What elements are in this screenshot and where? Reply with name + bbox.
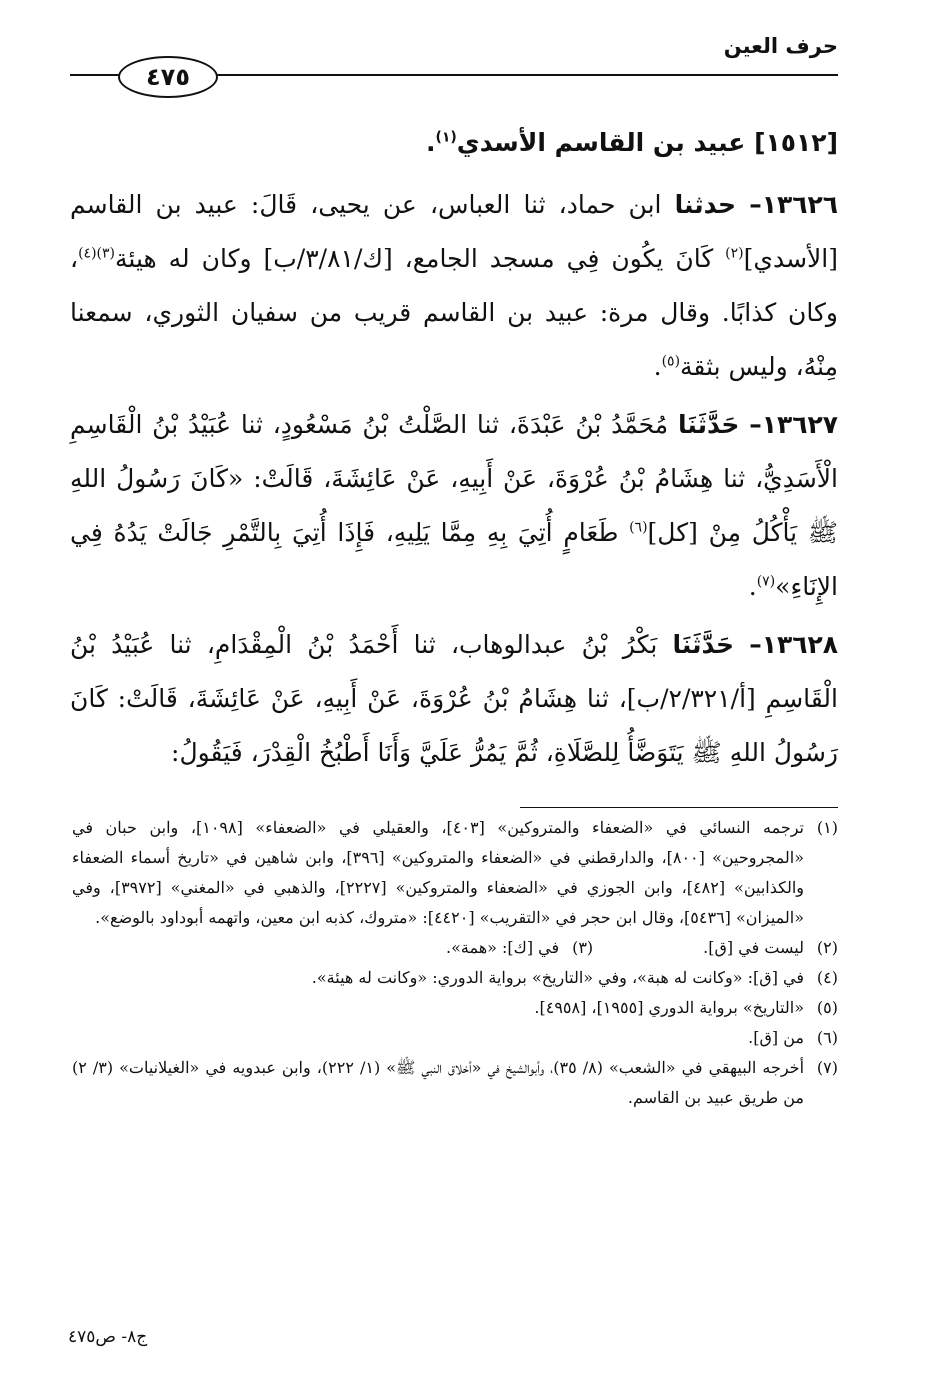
footnote-number: (٣): [572, 938, 594, 957]
volume-page-reference: ج٨- ص٤٧٥: [68, 1327, 148, 1347]
entry-title-text: [١٥١٢] عبيد بن القاسم الأسدي: [456, 128, 838, 157]
footnote-ref: (٦): [629, 519, 648, 536]
hadith-text: ، وكان كذابًا. وقال مرة: عبيد بن القاسم قريب من سفيان الثوري، سمعنا مِنْهُ، وليس بثقة: [70, 244, 838, 381]
hadith-text: .: [653, 352, 662, 381]
footnote-number: (١): [816, 818, 838, 837]
footnote-7: [72, 1053, 838, 1113]
footnote-1: [72, 813, 838, 933]
footnote-ref: (٢): [725, 245, 744, 262]
footnote-row-2-3: [72, 933, 838, 963]
hadith-lead-word: حدثنا: [674, 190, 737, 219]
footnote-5: [72, 993, 838, 1023]
hadith-text: كَانَ يكُون فِي مسجد الجامع، [ك/٣/٨١/ب] وكان له هيئة: [115, 244, 726, 273]
footnote-text: في [ك]: «همة».: [446, 938, 560, 957]
hadith-13628: [70, 618, 838, 780]
footnote-text: ترجمه النسائي في «الضعفاء والمتروكين» [٤٠٣]، والعقيلي في «الضعفاء» [١٠٩٨]، وابن حبان في «المجروحين» [٨٠٠]، والدارقطني في «الضعفاء والمتروكين» [٣٩٦]، وابن شاهين في «تاريخ أسماء الضعفاء والكذابين» [٤٨٢]، وابن الجوزي في «الضعفاء والمتروكين» [٢٢٢٧]، والذهبي في «المغني» [٣٩٧٢]، وفي «الميزان» [٥٤٣٦]، وقال ابن حجر في «التقريب» [٤٤٢٠]: «متروك، كذبه ابن معين، واتهمه أبوداود بالوضع».: [72, 818, 805, 927]
footnote-ref: (٧): [756, 573, 776, 590]
hadith-lead-word: حَدَّثَنَا: [677, 410, 740, 439]
hadith-text: مُحَمَّدُ بْنُ عَبْدَةَ، ثنا الصَّلْتُ بْنُ مَسْعُودٍ، ثنا عُبَيْدُ بْنُ الْقَاسِمِ الْأَسَدِيُّ، ثنا هِشَامُ بْنُ عُرْوَةَ، عَنْ أَبِيهِ، عَنْ عَائِشَةَ، قَالَتْ: «كَانَ رَسُولُ اللهِ ﷺ يَأْكُلُ مِنْ [كل]: [70, 410, 839, 547]
hadith-text: بَكْرُ بْنُ عبدالوهاب، ثنا أَحْمَدُ بْنُ الْمِقْدَامِ، ثنا عُبَيْدُ بْنُ الْقَاسِمِ [أ/٢/٣٢١/ب]، ثنا هِشَامُ بْنُ عُرْوَةَ، عَنْ أَبِيهِ، عَنْ عَائِشَةَ، قَالَتْ: كَانَ رَسُولُ اللهِ ﷺ يَتَوَضَّأُ لِلصَّلَاةِ، ثُمَّ يَمُرُّ عَلَيَّ وَأَنَا أَطْبُخُ الْقِدْرَ، فَيَقُولُ:: [70, 630, 838, 767]
footnotes: [72, 813, 838, 1113]
footnote-number: (٧): [816, 1058, 838, 1077]
main-text: [70, 120, 838, 784]
footnote-ref: (٣)(٤): [78, 245, 116, 262]
hadith-text: طَعَامٍ أُتِيَ بِهِ مِمَّا يَلِيهِ، فَإِذَا أُتِيَ بِالتَّمْرِ جَالَتْ يَدُهُ فِي الإِنَاءِ»: [70, 518, 838, 601]
footnote-text: ليست في [ق].: [703, 938, 804, 957]
page-number-badge: [118, 56, 218, 98]
hadith-number: ١٣٦٢٨–: [749, 630, 838, 659]
footnote-2: [703, 933, 838, 963]
footnote-text: «التاريخ» برواية الدوري [١٩٥٥]، [٤٩٥٨].: [534, 998, 804, 1017]
footnote-6: [72, 1023, 838, 1053]
hadith-13626: [70, 178, 838, 394]
entry-heading: [70, 120, 838, 166]
footnote-ref: (٥): [661, 353, 681, 370]
footnote-text: من [ق].: [748, 1028, 804, 1047]
footnote-number: (٦): [816, 1028, 838, 1047]
footnote-3: [446, 933, 593, 963]
entry-title-end: .: [425, 128, 436, 157]
running-title: حرف العين: [723, 34, 838, 58]
footnote-ref: (١): [435, 129, 457, 146]
footnote-number: (٥): [816, 998, 838, 1017]
page-number: ٤٧٥: [146, 63, 190, 91]
hadith-lead-word: حَدَّثَنَا: [672, 630, 734, 659]
footnote-separator: [520, 807, 838, 808]
footnote-number: (٢): [816, 938, 838, 957]
footnote-4: [72, 963, 838, 993]
hadith-13627: [70, 398, 838, 614]
hadith-number: ١٣٦٢٧–: [749, 410, 839, 439]
hadith-text: .: [748, 572, 757, 601]
footnote-text: في [ق]: «وكانت له هبة»، وفي «التاريخ» برواية الدوري: «وكانت له هيئة».: [311, 968, 804, 987]
hadith-number: ١٣٦٢٦–: [749, 190, 839, 219]
footnote-text: أخرجه البيهقي في «الشعب» (٨/ ٣٥)، وأبوالشيخ في «أخلاق النبي ﷺ» (١/ ٢٢٢)، وابن عبدويه في «الغيلانيات» (٣/ ٢) من طريق عبيد بن القاسم.: [72, 1058, 805, 1107]
footnote-number: (٤): [816, 968, 838, 987]
hadith-text: ابن حماد، ثنا العباس، عن يحيى، قَالَ: عبيد بن القاسم [الأسدي]: [70, 190, 838, 273]
